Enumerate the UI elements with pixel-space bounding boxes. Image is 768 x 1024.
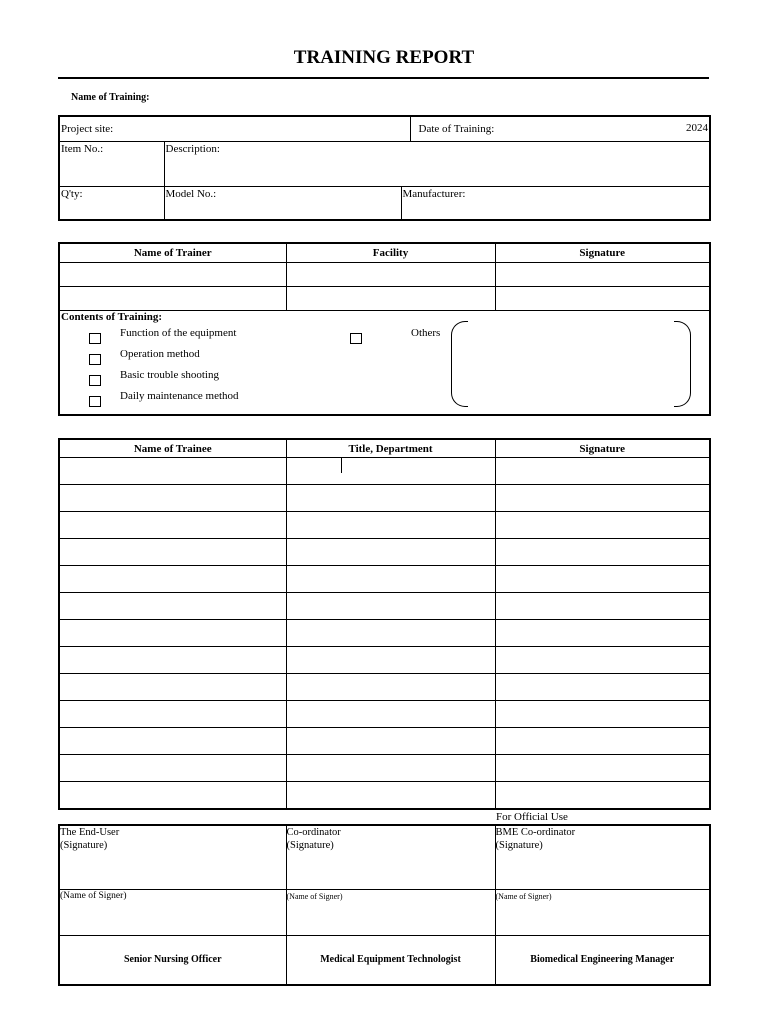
trainee-signature-cell[interactable] xyxy=(495,674,710,701)
trainee-row xyxy=(59,458,710,485)
title-rule xyxy=(58,77,709,79)
trainee-signature-cell[interactable] xyxy=(495,647,710,674)
trainee-table xyxy=(58,438,711,810)
trainee-signature-cell[interactable] xyxy=(495,701,710,728)
qty-label: Q'ty: xyxy=(61,187,83,200)
project-site-label: Project site: xyxy=(61,122,114,135)
date-of-training-field[interactable] xyxy=(410,116,710,141)
title-department-cell[interactable] xyxy=(286,512,495,539)
title-department-cell[interactable] xyxy=(286,620,495,647)
trainee-signature-cell[interactable] xyxy=(495,755,710,782)
checkbox-label-maintenance: Daily maintenance method xyxy=(120,390,239,402)
trainee-name-cell[interactable] xyxy=(59,755,286,782)
others-input-area[interactable] xyxy=(470,325,670,403)
trainee-signature-cell[interactable] xyxy=(495,728,710,755)
trainee-name-cell[interactable] xyxy=(59,701,286,728)
coordinator-signer-label: (Name of Signer) xyxy=(286,891,343,901)
trainee-signature-cell[interactable] xyxy=(495,485,710,512)
trainer-name-cell[interactable] xyxy=(59,287,286,311)
trainer-name-cell[interactable] xyxy=(59,263,286,287)
manufacturer-field[interactable] xyxy=(401,186,710,220)
trainee-signature-header: Signature xyxy=(495,439,710,458)
title-department-cell[interactable] xyxy=(286,701,495,728)
coordinator-label: Co-ordinator xyxy=(286,827,341,838)
trainee-row xyxy=(59,674,710,701)
trainee-name-cell[interactable] xyxy=(59,647,286,674)
trainee-row xyxy=(59,755,710,782)
trainee-row xyxy=(59,782,710,810)
trainee-row xyxy=(59,593,710,620)
trainee-row xyxy=(59,647,710,674)
checkbox-function[interactable] xyxy=(89,333,101,344)
manufacturer-label: Manufacturer: xyxy=(402,187,466,200)
trainee-signature-cell[interactable] xyxy=(495,782,710,810)
trainee-name-cell[interactable] xyxy=(59,782,286,810)
model-no-label: Model No.: xyxy=(165,187,217,200)
trainee-row xyxy=(59,728,710,755)
trainee-signature-cell[interactable] xyxy=(495,620,710,647)
qty-field[interactable] xyxy=(59,186,164,220)
trainer-table xyxy=(58,242,711,416)
title-department-cell[interactable] xyxy=(286,674,495,701)
trainee-row xyxy=(59,485,710,512)
signoff-table xyxy=(58,824,711,986)
trainer-row xyxy=(59,263,710,287)
checkbox-operation[interactable] xyxy=(89,354,101,365)
trainer-signature-cell[interactable] xyxy=(495,287,710,311)
trainee-name-cell[interactable] xyxy=(59,512,286,539)
title-department-cell[interactable] xyxy=(286,485,495,512)
trainer-signature-cell[interactable] xyxy=(495,263,710,287)
contents-of-training-section xyxy=(59,311,710,416)
model-no-field[interactable] xyxy=(164,186,401,220)
title-department-cell[interactable] xyxy=(286,755,495,782)
end-user-signer-label: (Name of Signer) xyxy=(60,890,127,901)
trainee-name-cell[interactable] xyxy=(59,674,286,701)
title-department-header: Title, Department xyxy=(286,439,495,458)
bme-coordinator-signer-label: (Name of Signer) xyxy=(495,891,552,901)
checkbox-label-operation: Operation method xyxy=(120,348,200,360)
trainer-signature-header: Signature xyxy=(495,243,710,263)
end-user-label: The End-User xyxy=(60,827,120,838)
bme-coordinator-signer-cell[interactable] xyxy=(495,889,710,935)
date-of-training-label: Date of Training: xyxy=(418,122,495,135)
end-user-title: Senior Nursing Officer xyxy=(59,935,286,985)
end-user-signature-label: (Signature) xyxy=(60,840,108,851)
title-department-cell[interactable] xyxy=(286,539,495,566)
end-user-signature-cell[interactable] xyxy=(59,825,286,889)
others-right-bracket xyxy=(674,321,691,407)
title-department-cell[interactable] xyxy=(286,782,495,810)
facility-cell[interactable] xyxy=(286,287,495,311)
trainee-signature-cell[interactable] xyxy=(495,512,710,539)
training-year: 2024 xyxy=(686,122,709,134)
trainee-row xyxy=(59,539,710,566)
others-left-bracket xyxy=(451,321,468,407)
trainer-name-header: Name of Trainer xyxy=(59,243,286,263)
trainee-signature-cell[interactable] xyxy=(495,458,710,485)
checkbox-label-others: Others xyxy=(411,327,441,339)
trainee-row xyxy=(59,566,710,593)
trainee-name-header: Name of Trainee xyxy=(59,439,286,458)
checkbox-label-function: Function of the equipment xyxy=(120,327,237,339)
title-department-cell[interactable] xyxy=(286,458,495,485)
item-no-label: Item No.: xyxy=(61,142,104,155)
bme-coordinator-signature-label: (Signature) xyxy=(495,840,543,851)
coordinator-signature-label: (Signature) xyxy=(286,840,334,851)
coordinator-signer-cell[interactable] xyxy=(286,889,495,935)
contents-heading: Contents of Training: xyxy=(61,311,163,323)
trainee-name-cell[interactable] xyxy=(59,593,286,620)
facility-cell[interactable] xyxy=(286,263,495,287)
trainee-name-cell[interactable] xyxy=(59,539,286,566)
facility-header: Facility xyxy=(286,243,495,263)
page-title: TRAINING REPORT xyxy=(293,47,475,68)
trainer-row xyxy=(59,287,710,311)
title-department-cell[interactable] xyxy=(286,647,495,674)
trainee-name-cell[interactable] xyxy=(59,728,286,755)
trainee-signature-cell[interactable] xyxy=(495,539,710,566)
trainee-signature-cell[interactable] xyxy=(495,593,710,620)
item-no-field[interactable] xyxy=(59,141,164,186)
title-department-cell[interactable] xyxy=(286,728,495,755)
trainee-name-cell[interactable] xyxy=(59,620,286,647)
description-field[interactable] xyxy=(164,141,710,186)
title-department-cell[interactable] xyxy=(286,566,495,593)
bme-coordinator-signature-cell[interactable] xyxy=(495,825,710,889)
checkbox-troubleshooting[interactable] xyxy=(89,375,101,386)
trainee-name-cell[interactable] xyxy=(59,566,286,593)
official-use-label: For Official Use xyxy=(496,811,568,823)
coordinator-signature-cell[interactable] xyxy=(286,825,495,889)
trainee-row xyxy=(59,620,710,647)
title-department-cell[interactable] xyxy=(286,593,495,620)
equipment-info-table xyxy=(58,115,711,221)
project-site-field[interactable] xyxy=(59,116,410,141)
checkbox-maintenance[interactable] xyxy=(89,396,101,407)
trainee-row xyxy=(59,701,710,728)
trainee-name-cell[interactable] xyxy=(59,458,286,485)
name-of-training-label: Name of Training: xyxy=(71,92,150,103)
description-label: Description: xyxy=(165,142,220,155)
trainee-name-cell[interactable] xyxy=(59,485,286,512)
text-cursor xyxy=(341,457,342,473)
end-user-signer-cell[interactable] xyxy=(59,889,286,935)
coordinator-title: Medical Equipment Technologist xyxy=(286,935,495,985)
trainee-signature-cell[interactable] xyxy=(495,566,710,593)
trainee-row xyxy=(59,512,710,539)
bme-coordinator-title: Biomedical Engineering Manager xyxy=(495,935,710,985)
bme-coordinator-label: BME Co-ordinator xyxy=(495,827,576,838)
checkbox-label-troubleshooting: Basic trouble shooting xyxy=(120,369,219,381)
checkbox-others[interactable] xyxy=(350,333,362,344)
